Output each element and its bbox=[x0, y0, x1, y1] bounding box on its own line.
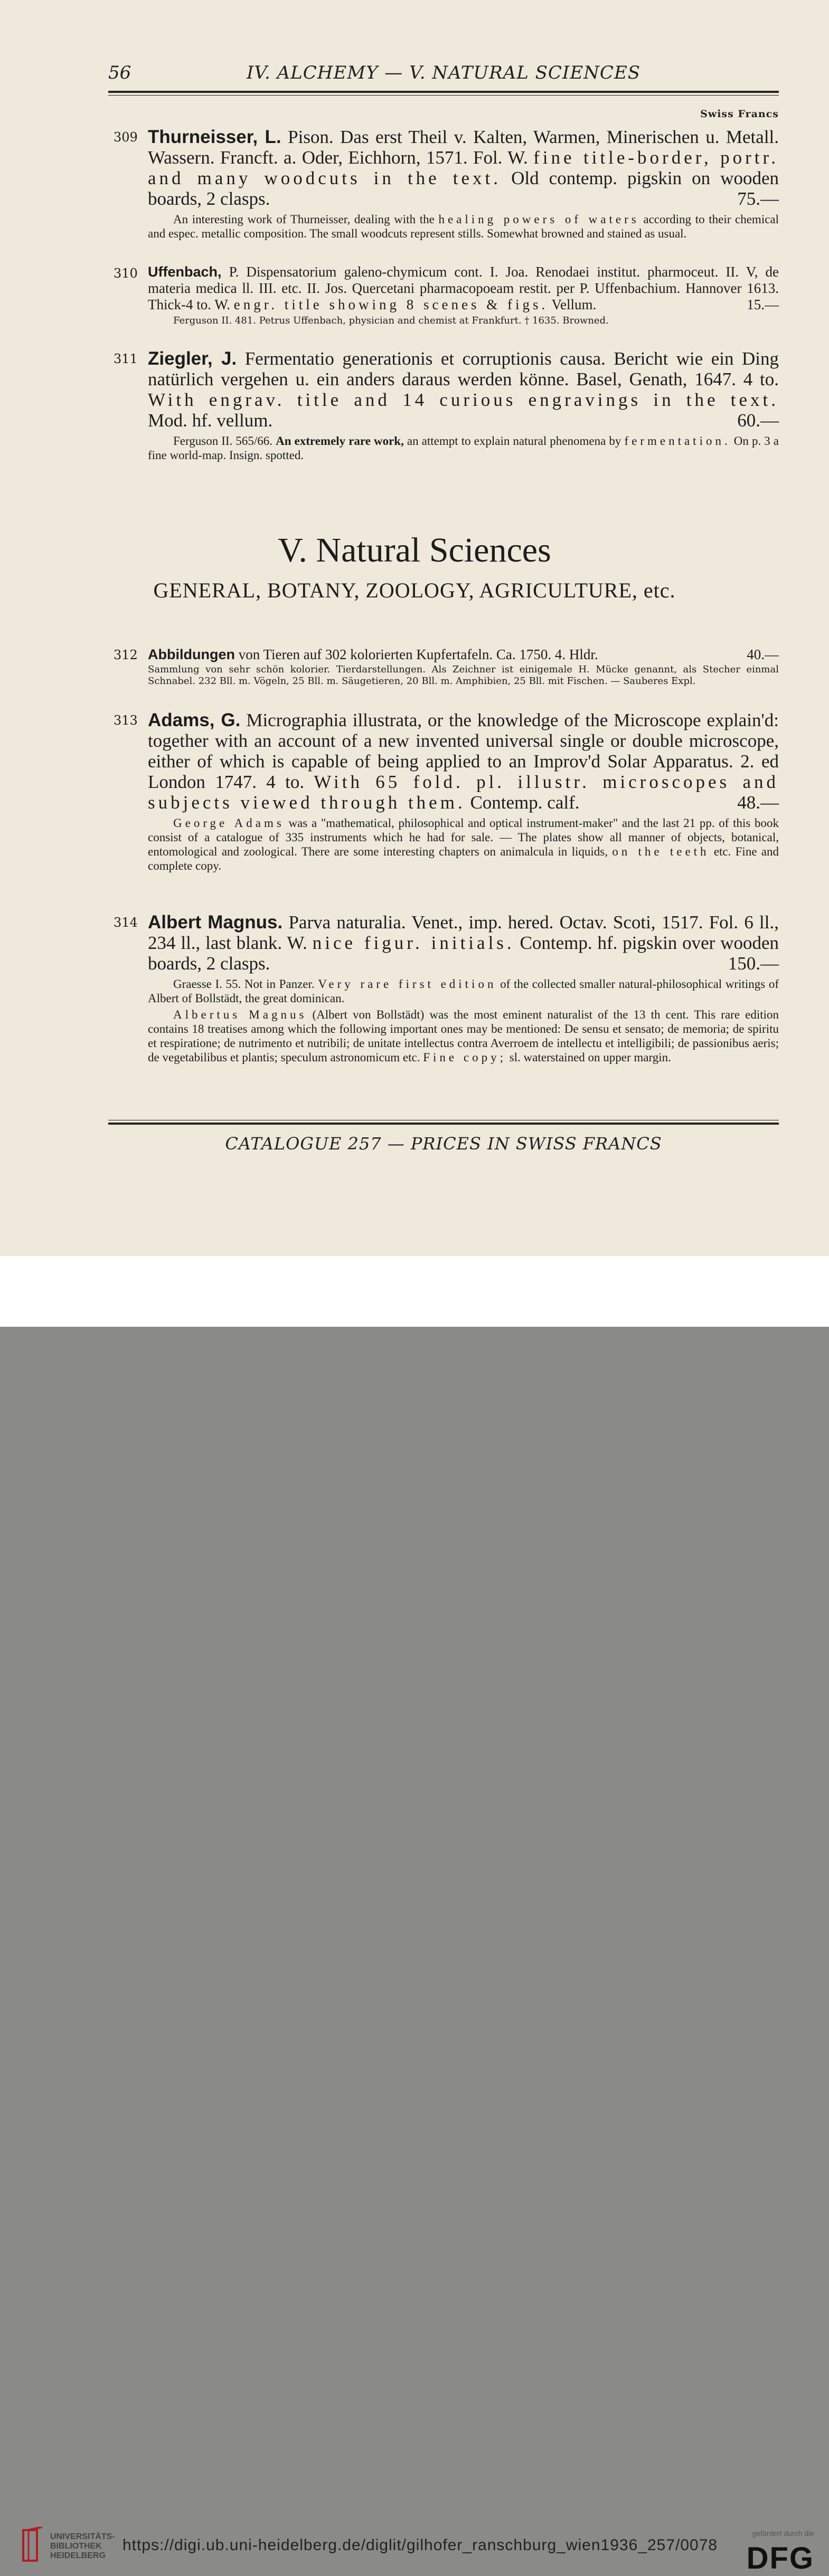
entry-author: Ziegler, J. bbox=[148, 348, 237, 369]
entry-note: Sammlung von sehr schön kolorier. Tierdarstellungen. Als Zeichner ist einigemale H. Mücke genannt, als Stecher einmal Schnabel. 232 Bll. m. Vögeln, 25 Bll. m. Säugetieren, 20 Bll. m. Amphibien, 25 Bll. mit Fischen. — Sauberes Expl. bbox=[148, 664, 779, 687]
entry-311: 311 Ziegler, J. Fermentatio generationis et corruptionis causa. Bericht wie ein Ding natürlich vergehen u. ein anders daraus werden könne. Basel, Genath, 1647. 4 to. With engrav. title and 14 curious engravings in the text. Mod. hf. vellum. 60.— Ferguson II. 565/66. An extremely rare work, an attempt to explain natural phenomena by fermentation. On p. 3 a fine world-map. Insign. spotted. bbox=[114, 348, 779, 462]
permalink[interactable]: https://digi.ub.uni-heidelberg.de/diglit/gilhofer_ranschburg_wien1936_257/0078 bbox=[123, 2536, 718, 2554]
page-footer: CATALOGUE 257 — PRICES IN SWISS FRANCS bbox=[225, 1134, 662, 1154]
viewer-footer-bar bbox=[0, 1256, 829, 2575]
library-name: UNIVERSITÄTS- BIBLIOTHEK HEIDELBERG bbox=[50, 2532, 115, 2560]
entry-author: Uffenbach, bbox=[148, 264, 222, 280]
entry-312: 312 Abbildungen von Tieren auf 302 kolorierten Kupfertafeln. Ca. 1750. 4. Hldr. 40.— Sammlung von sehr schön kolorier. Tierdarstellungen. Als Zeichner ist einigemale H. Mücke genannt, als Stecher einmal Schnabel. 232 Bll. m. Vögeln, 25 Bll. m. Säugetieren, 20 Bll. m. Amphibien, 25 Bll. mit Fischen. — Sauberes Expl. bbox=[114, 647, 779, 687]
entry-number: 311 bbox=[114, 351, 138, 366]
currency-label: Swiss Francs bbox=[700, 108, 779, 120]
entry-note: Graesse I. 55. Not in Panzer. Very rare first edition of the collected smaller natural-philosophical writings of Albert of Bollstädt, the great dominican. bbox=[148, 977, 779, 1005]
entry-price: 40.— bbox=[747, 647, 779, 662]
running-header bbox=[108, 62, 779, 89]
header-rule bbox=[108, 91, 779, 93]
entry-note: Ferguson II. 481. Petrus Uffenbach, physician and chemist at Frankfurt. † 1635. Browned. bbox=[173, 315, 609, 326]
entry-price: 75.— bbox=[737, 188, 779, 209]
section-subtitle: GENERAL, BOTANY, ZOOLOGY, AGRICULTURE, etc. bbox=[153, 578, 676, 602]
entry-note: Ferguson II. 565/66. An extremely rare work, an attempt to explain natural phenomena by fermentation. On p. 3 a fine world-map. Insign. spotted. bbox=[148, 434, 779, 462]
header-title: IV. ALCHEMY — V. NATURAL SCIENCES bbox=[246, 62, 641, 83]
entry-price: 15.— bbox=[747, 297, 779, 312]
header-rule-thin bbox=[108, 95, 779, 96]
entry-314: 314 Albert Magnus. Parva naturalia. Venet., imp. hered. Octav. Scoti, 1517. Fol. 6 ll., 234 ll., last blank. W. nice figur. initials. Contemp. hf. pigskin over wooden boards, 2 clasps. 150.— Graesse I. 55. Not in Panzer. Very rare first edition of the collected smaller natural-philosophical writings of Albert of Bollstädt, the great dominican. Albertus Magnus (Albert von Bollstädt) was the most eminent naturalist of the 13 th cent. This rare edition contains 18 treatises among which the following important ones may be mentioned: De sensu et sensato; de memoria; de spiritu et respiratione; de nutrimento et nutribili; de unitate intellectus contra Averroem de intellectu et intelligibili; de passionibus aeris; de vegetabilibus et plantis; speculum astronomicum etc. Fine copy; sl. waterstained on upper margin. bbox=[114, 912, 779, 1064]
section-title: V. Natural Sciences bbox=[278, 531, 551, 569]
funding-note: gefördert durch die bbox=[752, 2529, 814, 2537]
entry-number: 314 bbox=[114, 915, 138, 930]
entry-note-2: Albertus Magnus (Albert von Bollstädt) was the most eminent naturalist of the 13 th cent. This rare edition contains 18 treatises among which the following important ones may be mentioned: De sensu et sensato; de memoria; de spiritu et respiratione; de nutrimento et nutribili; de unitate intellectus contra Averroem de intellectu et intelligibili; de passionibus aeris; de vegetabilibus et plantis; speculum astronomicum etc. Fine copy; sl. waterstained on upper margin. bbox=[148, 1008, 779, 1064]
entry-price: 150.— bbox=[728, 953, 779, 974]
entry-313: 313 Adams, G. Micrographia illustrata, or the knowledge of the Microscope explain'd: together with an account of a new invented universal single or double microscope, either of which is capable of being applied to an Improv'd Solar Apparatus. 2. ed London 1747. 4 to. With 65 fold. pl. illustr. microscopes and subjects viewed through them. Contemp. calf. 48.— George Adams was a "mathematical, philosophical and optical instrument-maker" and the last 21 pp. of this book consist of a catalogue of 335 instruments which he had for sale. — The plates show all manner of objects, botanical, entomological and zoological. There are some interesting chapters on animalcula in liquids, on the teeth etc. Fine and complete copy. bbox=[114, 710, 779, 872]
footer-rule bbox=[108, 1123, 779, 1125]
entry-number: 309 bbox=[114, 130, 138, 145]
library-logo-icon bbox=[21, 2527, 45, 2564]
entry-309: 309 Thurneisser, L. Pison. Das erst Theil v. Kalten, Warmen, Minerischen u. Metall. Wassern. Francft. a. Oder, Eichhorn, 1571. Fol. W. fine title-border, portr. and many woodcuts in the text. Old contemp. pigskin on wooden boards, 2 clasps. 75.— An interesting work of Thurneisser, dealing with the healing powers of waters according to their chemical and espec. metallic composition. The small woodcuts represent stills. Somewhat browned and stained as usual. bbox=[114, 127, 779, 240]
entry-number: 312 bbox=[114, 648, 138, 662]
entry-note: George Adams was a "mathematical, philosophical and optical instrument-maker" and the last 21 pp. of this book consist of a catalogue of 335 instruments which he had for sale. — The plates show all manner of objects, botanical, entomological and zoological. There are some interesting chapters on animalcula in liquids, on the teeth etc. Fine and complete copy. bbox=[148, 816, 779, 872]
entry-number: 310 bbox=[114, 266, 138, 281]
dfg-logo: DFG bbox=[746, 2541, 814, 2575]
entry-price: 48.— bbox=[737, 792, 779, 813]
entry-author: Thurneisser, L. bbox=[148, 127, 281, 147]
entry-author: Abbildungen bbox=[148, 647, 235, 662]
entry-author: Albert Magnus. bbox=[148, 912, 283, 933]
catalogue-page bbox=[0, 0, 829, 1256]
entry-number: 313 bbox=[114, 713, 138, 728]
entry-note: An interesting work of Thurneisser, dealing with the healing powers of waters according to their chemical and espec. metallic composition. The small woodcuts represent stills. Somewhat browned and stained as usual. bbox=[148, 213, 779, 240]
entry-310: 310 Uffenbach, P. Dispensatorium galeno-chymicum cont. I. Joa. Renodaei institut. pharmoceut. II. V, de materia medica ll. III. etc. II. Jos. Quercetani pharmacopoeam restit. per P. Uffenbachium. Hannover 1613. Thick-4 to. W. engr. title showing 8 scenes & figs. Vellum. 15.— Ferguson II. 481. Petrus Uffenbach, physician and chemist at Frankfurt. † 1635. Browned. bbox=[114, 264, 779, 326]
page-number: 56 bbox=[108, 62, 131, 83]
entry-author: Adams, G. bbox=[148, 710, 241, 730]
entry-price: 60.— bbox=[737, 410, 779, 431]
